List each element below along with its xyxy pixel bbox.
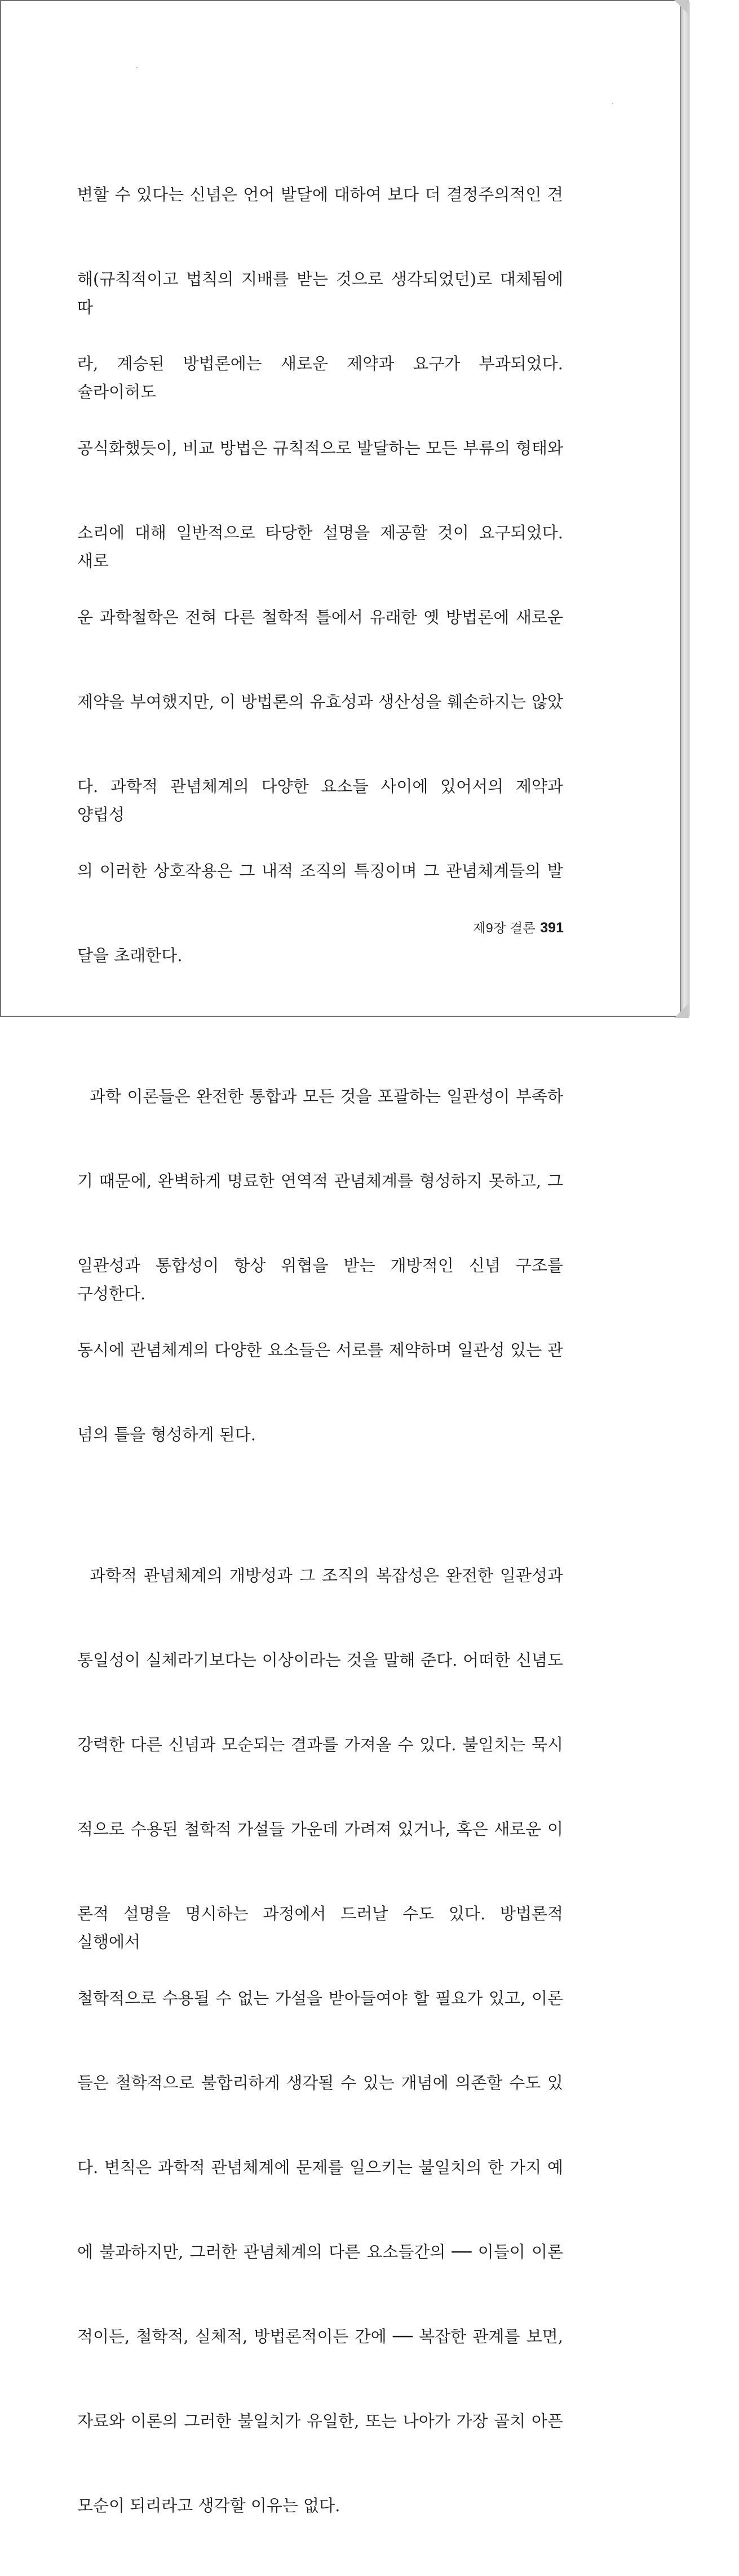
text-line: 과학적 관념체계의 개방성과 그 조직의 복잡성은 완전한 일관성과 [90,1566,563,1585]
text-line: 념의 틀을 형성하게 된다. [77,1425,256,1444]
text-line: 동시에 관념체계의 다양한 요소들은 서로를 제약하며 일관성 있는 관 [77,1340,563,1360]
page-corner-bottom [674,1003,689,1018]
text-line: 운 과학철학은 전혀 다른 철학적 틀에서 유래한 옛 방법론에 새로운 [77,608,563,627]
scan-speck [612,103,613,104]
text-line: 소리에 대해 일반적으로 타당한 설명을 제공할 것이 요구되었다. 새로 [77,523,569,570]
text-line: 자료와 이론의 그러한 불일치가 유일한, 또는 나아가 가장 골치 아픈 [77,2411,563,2431]
text-line: 변할 수 있다는 신념은 언어 발달에 대하여 보다 더 결정주의적인 견 [77,185,563,204]
page-corner-top [674,0,689,15]
text-line: 공식화했듯이, 비교 방법은 규칙적으로 발달하는 모든 부류의 형태와 [77,439,563,458]
text-line: 적이든, 철학적, 실체적, 방법론적이든 간에 ── 복잡한 관계를 보면, [77,2327,563,2346]
text-line: 달을 초래한다. [77,946,183,965]
text-line: 일관성과 통합성이 항상 위협을 받는 개방적인 신념 구조를 구성한다. [77,1256,569,1303]
paragraph-3 [77,1505,569,2576]
text-line: 철학적으로 수용될 수 없는 가설을 받아들여야 할 필요가 있고, 이론 [77,1989,563,2008]
text-line: 의 이러한 상호작용은 그 내적 조직의 특징이며 그 관념체계들의 발 [77,861,563,880]
text-line: 과학 이론들은 완전한 통합과 모든 것을 포괄하는 일관성이 부족하 [90,1087,563,1106]
page-footer [459,918,564,936]
text-line: 모순이 되리라고 생각할 이유는 없다. [77,2496,340,2515]
text-line: 론적 설명을 명시하는 과정에서 드러날 수도 있다. 방법론적 실행에서 [77,1904,569,1951]
running-head: 제9장 결론 [473,920,536,935]
text-line: 통일성이 실체라기보다는 이상이라는 것을 말해 준다. 어떠한 신념도 [77,1650,563,1670]
text-line: 들은 철학적으로 불합리하게 생각될 수 있는 개념에 의존할 수도 있 [77,2073,563,2092]
text-line: 해(규칙적이고 법칙의 지배를 받는 것으로 생각되었던)로 대체됨에 따 [77,269,569,317]
text-line: 기 때문에, 완벽하게 명료한 연역적 관념체계를 형성하지 못하고, 그 [77,1171,563,1190]
text-line: 에 불과하지만, 그러한 관념체계의 다른 요소들간의 ── 이들이 이론 [77,2242,563,2261]
page-edge-shadow [681,2,689,1016]
text-line: 강력한 다른 신념과 모순되는 결과를 가져올 수 있다. 불일치는 묵시 [77,1735,563,1754]
text-line: 라, 계승된 방법론에는 새로운 제약과 요구가 부과되었다. 슐라이허도 [77,354,569,401]
text-line: 다. 변칙은 과학적 관념체계에 문제를 일으키는 불일치의 한 가지 예 [77,2158,563,2177]
text-line: 제약을 부여했지만, 이 방법론의 유효성과 생산성을 훼손하지는 않았 [77,692,563,711]
paragraph-1 [77,124,569,1026]
scan-speck [136,67,138,68]
text-line: 적으로 수용된 철학적 가설들 가운데 가려져 있거나, 혹은 새로운 이 [77,1820,563,1839]
body-text [77,124,569,2576]
paragraph-2 [77,1026,569,1505]
page-number: 391 [540,920,564,936]
text-line: 다. 과학적 관념체계의 다양한 요소들 사이에 있어서의 제약과 양립성 [77,777,569,824]
